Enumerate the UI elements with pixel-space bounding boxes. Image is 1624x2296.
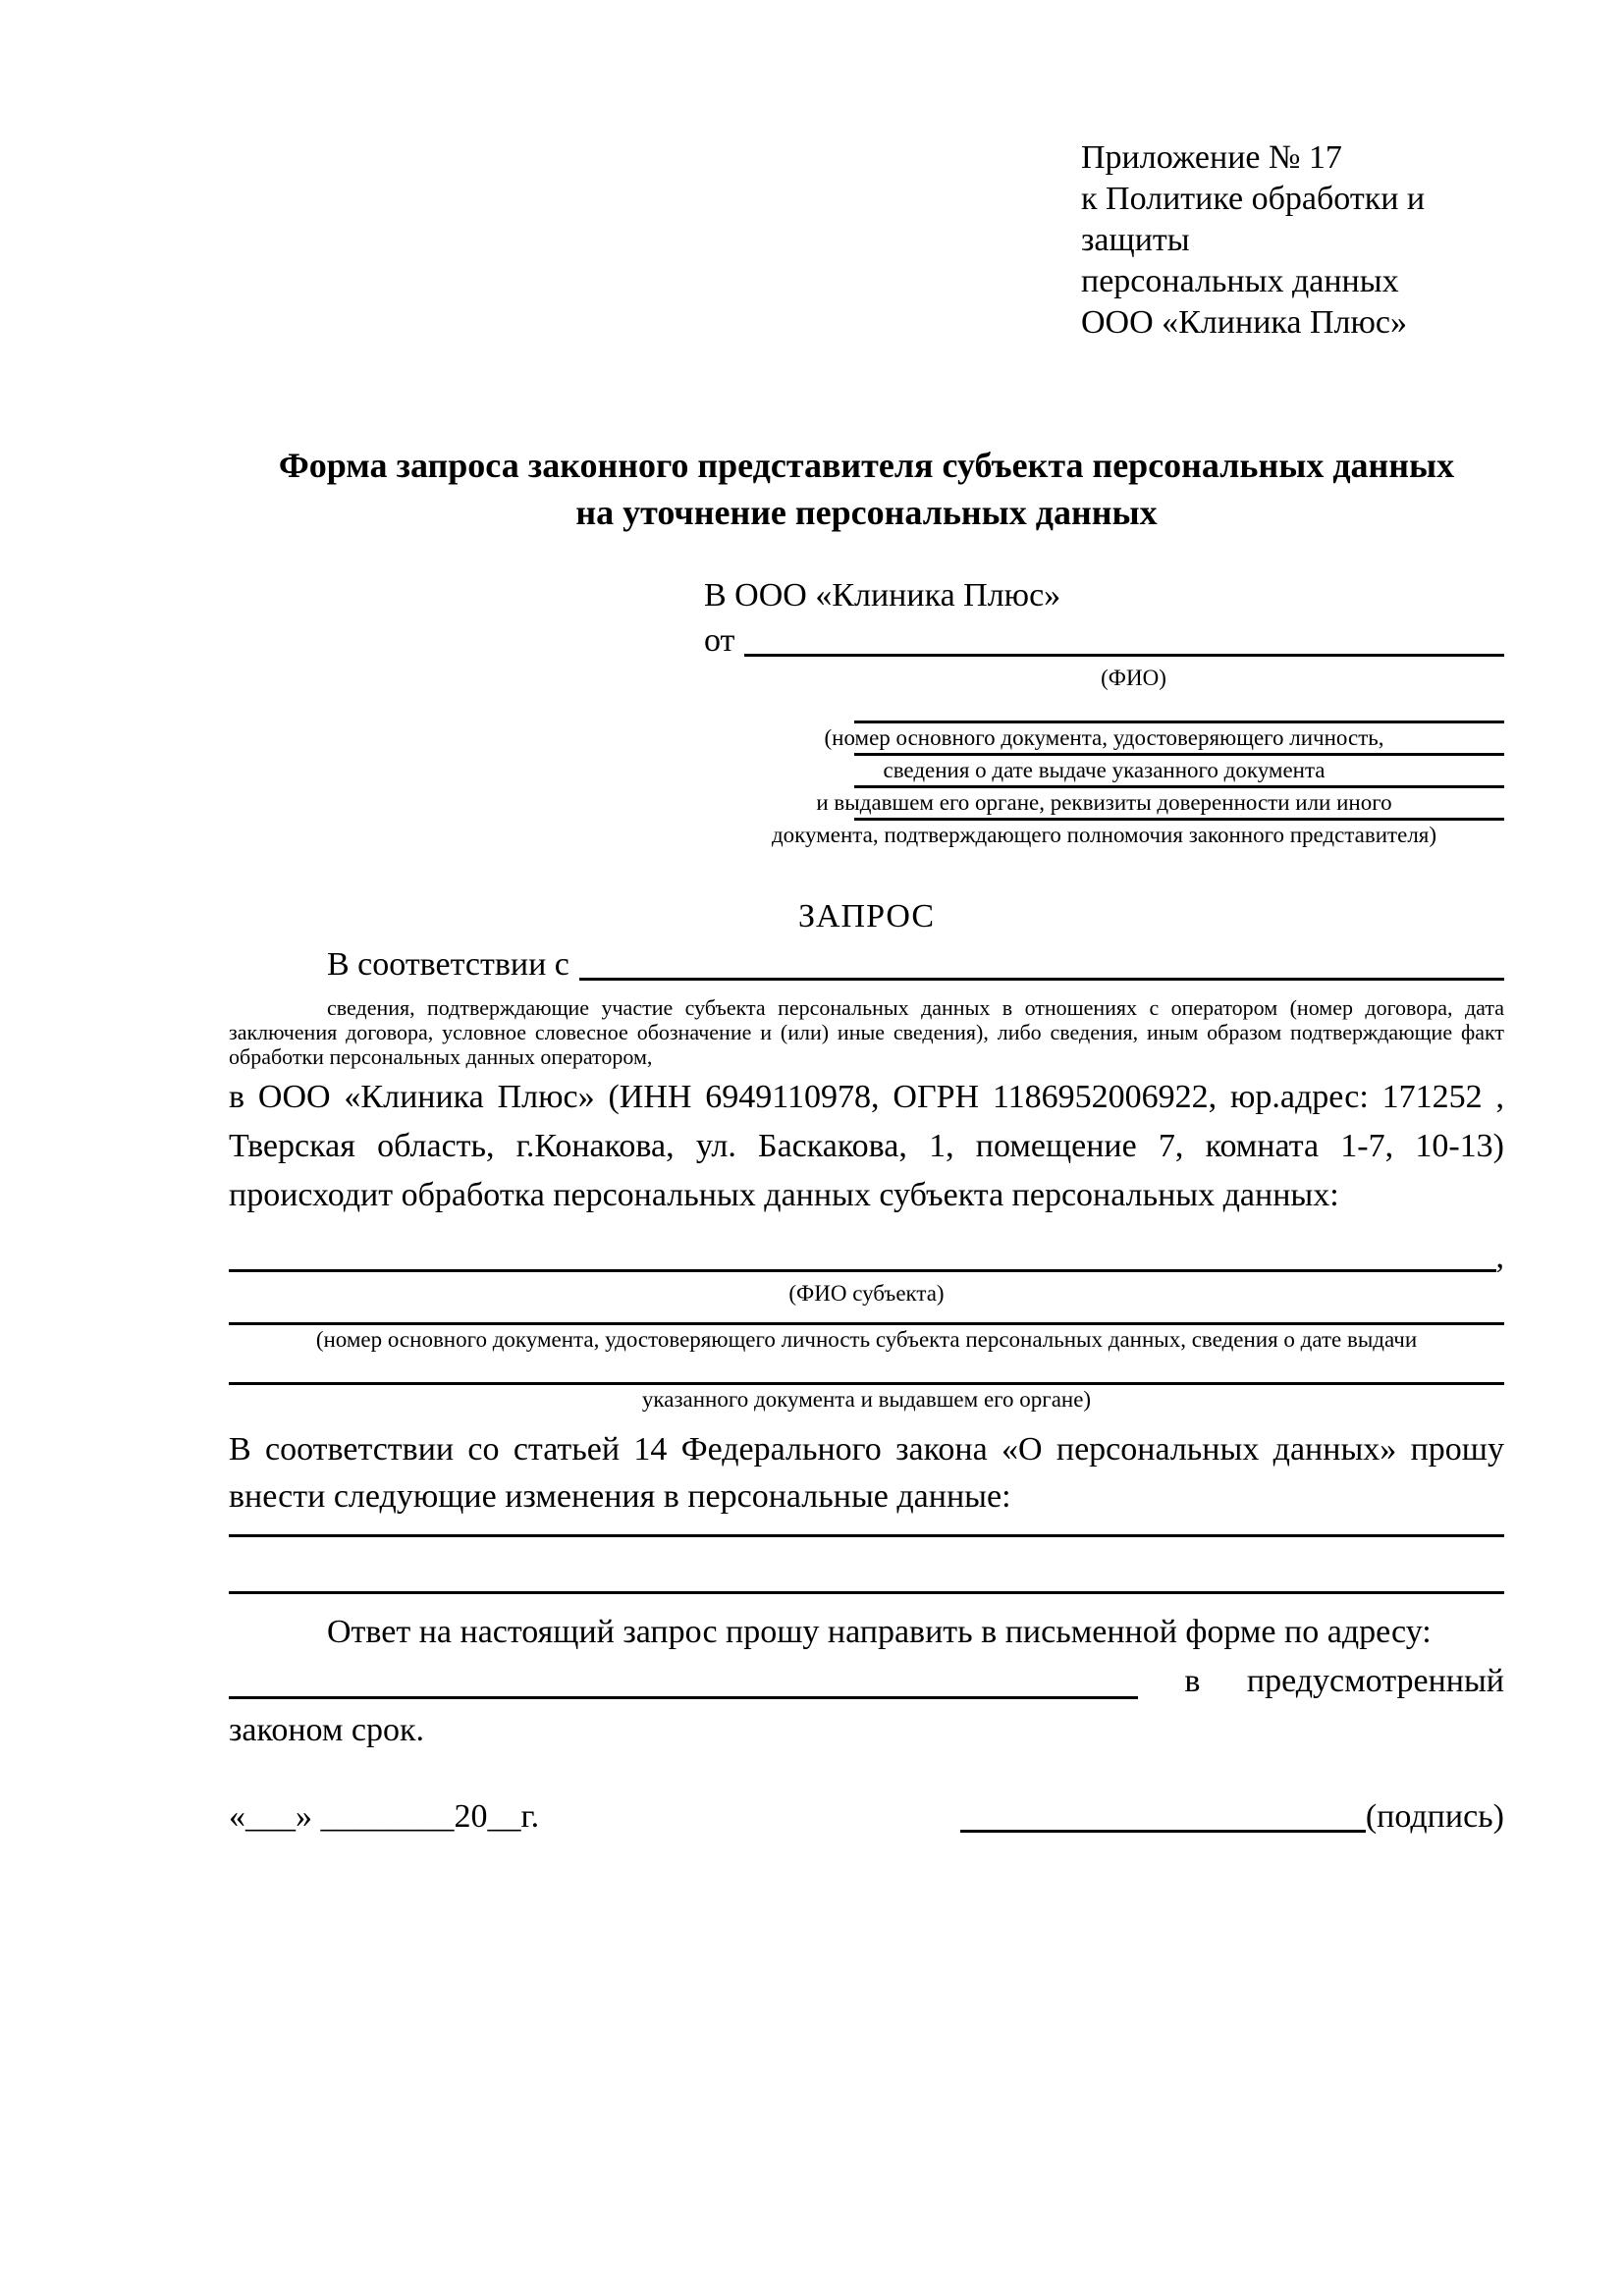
signature-field xyxy=(960,1794,1504,1840)
subject-fio-row xyxy=(229,1236,1504,1279)
appendix-note-line: персональных данных xyxy=(1081,263,1399,299)
from-blank-line xyxy=(744,654,1504,657)
reply-tail: законом срок. xyxy=(229,1712,424,1748)
reply-address-blank-line xyxy=(229,1696,1138,1699)
representative-doc-field xyxy=(704,818,1504,850)
field-caption: (номер основного документа, удостоверяющего личность, xyxy=(824,725,1384,750)
appendix-note-line: к Политике обработки и защиты xyxy=(1081,181,1426,258)
document-title xyxy=(229,442,1504,536)
reply-address-row xyxy=(229,1657,1504,1706)
reply-word: предусмотренный xyxy=(1246,1663,1504,1699)
operator-paragraph: в ООО «Клиника Плюс» (ИНН 6949110978, ОГРН 1186952006922, юр.адрес: 171252 , Тверская область, г.Конакова, ул. Баскакова, 1, помещение 7, комната 1-7, 10-13) происходит обработка персональных данных субъекта персональных данных: xyxy=(229,1079,1504,1213)
changes-blank-line xyxy=(229,1534,1504,1537)
law-paragraph: В соответствии со статьей 14 Федерального закона «О персональных данных» прошу внести следующие изменения в персональные данные: xyxy=(229,1431,1504,1515)
intro-row xyxy=(229,942,1504,988)
trailing-comma: , xyxy=(1495,1239,1504,1275)
fine-print: сведения, подтверждающие участие субъекта персональных данных в отношениях с оператором (номер договора, дата заключения договора, условное словесное обозначение и (или) иные сведения), либо сведения, иным образом подтверждающие факт обработки персональных данных оператором, xyxy=(229,995,1504,1069)
document-title-line1: Форма запроса законного представителя субъекта персональных данных xyxy=(278,446,1455,485)
representative-doc-field xyxy=(704,785,1504,818)
subject-doc-caption: указанного документа и выдавшем его органе) xyxy=(641,1387,1092,1412)
appendix-note-line: ООО «Клиника Плюс» xyxy=(1081,304,1407,341)
addressee-company: В ООО «Клиника Плюс» xyxy=(704,577,1061,614)
representative-doc-field xyxy=(704,721,1504,753)
request-heading: ЗАПРОС xyxy=(797,898,936,934)
fio-caption: (ФИО) xyxy=(1101,666,1166,690)
representative-doc-field xyxy=(704,753,1504,785)
reply-paragraph: Ответ на настоящий запрос прошу направить в письменной форме по адресу: xyxy=(327,1614,1432,1650)
date-field: «___» ________20__г. xyxy=(229,1798,540,1835)
reply-word: в xyxy=(1184,1663,1201,1699)
field-caption: и выдавшем его органе, реквизиты доверенности или иного xyxy=(816,790,1392,815)
intro-label: В соответствии с xyxy=(327,946,569,983)
signature-blank-line xyxy=(960,1830,1366,1833)
changes-blank-line xyxy=(229,1591,1504,1594)
document-title-line2: на уточнение персональных данных xyxy=(575,493,1158,532)
field-caption: документа, подтверждающего полномочия законного представителя) xyxy=(771,823,1437,847)
from-row xyxy=(704,618,1504,664)
subject-doc-caption: (номер основного документа, удостоверяющего личность субъекта персональных данных, сведения о дате выдачи xyxy=(315,1327,1418,1352)
subject-fio-caption: (ФИО субъекта) xyxy=(788,1281,945,1306)
addressee-block xyxy=(704,573,1504,850)
subject-fio-blank-line xyxy=(229,1269,1496,1272)
footer-row xyxy=(229,1794,1504,1840)
field-caption: сведения о дате выдаче указанного документа xyxy=(883,758,1326,782)
appendix-note xyxy=(1081,137,1504,344)
from-label: от xyxy=(704,622,735,659)
signature-caption: (подпись) xyxy=(1365,1798,1504,1835)
intro-blank-line xyxy=(579,978,1504,981)
appendix-note-line: Приложение № 17 xyxy=(1081,139,1342,176)
